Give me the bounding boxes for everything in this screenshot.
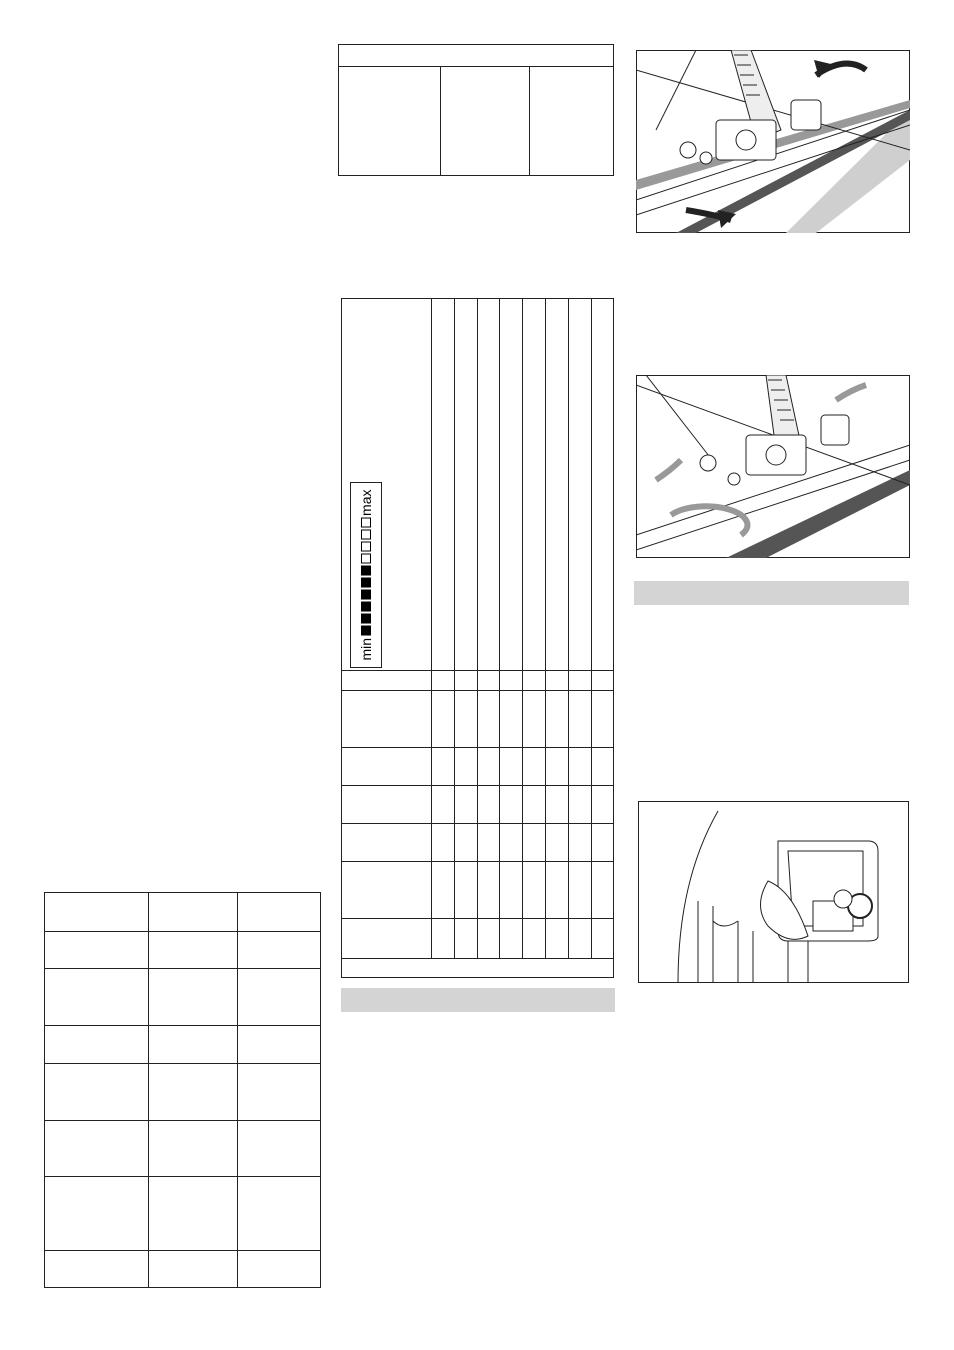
legend-filled-square bbox=[361, 578, 371, 588]
left-table-row-divider bbox=[44, 1176, 321, 1177]
left-table-row-divider bbox=[44, 1120, 321, 1121]
legend-empty-square bbox=[361, 530, 371, 540]
middle-top-table-col-divider bbox=[440, 66, 441, 176]
matrix-row-divider bbox=[341, 958, 614, 959]
left-table-row-divider bbox=[44, 968, 321, 969]
middle-top-table-col-divider bbox=[529, 66, 530, 176]
legend-empty-square bbox=[361, 518, 371, 528]
matrix-row-divider bbox=[341, 690, 614, 691]
left-table-col-divider bbox=[237, 892, 238, 1288]
legend-filled-square bbox=[361, 590, 371, 600]
section-heading-bar bbox=[341, 988, 615, 1012]
left-table-col-divider bbox=[148, 892, 149, 1288]
left-table-row-divider bbox=[44, 1063, 321, 1064]
left-table-border bbox=[44, 892, 321, 1288]
middle-top-table-header-divider bbox=[338, 66, 614, 67]
legend-filled-square bbox=[361, 626, 371, 636]
legend-filled-square bbox=[361, 566, 371, 576]
matrix-row-divider bbox=[341, 861, 614, 862]
legend-filled-square bbox=[361, 614, 371, 624]
matrix-row-divider bbox=[341, 918, 614, 919]
legend-scale bbox=[361, 518, 371, 636]
matrix-col-divider bbox=[477, 298, 478, 958]
legend-max-label: max bbox=[358, 489, 374, 516]
section-heading-bar bbox=[634, 581, 909, 605]
matrix-col-divider bbox=[499, 298, 500, 958]
matrix-row-divider bbox=[341, 823, 614, 824]
legend-empty-square bbox=[361, 542, 371, 552]
legend-min-label: min bbox=[358, 637, 374, 661]
squeegee-adjust-illustration-2 bbox=[636, 375, 910, 558]
left-table-row-divider bbox=[44, 931, 321, 932]
middle-top-table-border bbox=[338, 44, 614, 176]
legend-empty-square bbox=[361, 554, 371, 564]
matrix-row-divider bbox=[341, 670, 614, 671]
matrix-row-divider bbox=[341, 785, 614, 786]
squeegee-adjust-illustration-1 bbox=[636, 50, 910, 233]
matrix-col-divider bbox=[568, 298, 569, 958]
left-table-row-divider bbox=[44, 1025, 321, 1026]
intensity-legend bbox=[350, 482, 382, 668]
matrix-col-divider bbox=[522, 298, 523, 958]
tank-detail-illustration bbox=[638, 801, 909, 983]
matrix-col-divider bbox=[454, 298, 455, 958]
matrix-col-divider bbox=[431, 298, 432, 958]
matrix-col-divider bbox=[591, 298, 592, 958]
legend-filled-square bbox=[361, 602, 371, 612]
matrix-row-divider bbox=[341, 747, 614, 748]
left-table-row-divider bbox=[44, 1250, 321, 1251]
matrix-col-divider bbox=[545, 298, 546, 958]
